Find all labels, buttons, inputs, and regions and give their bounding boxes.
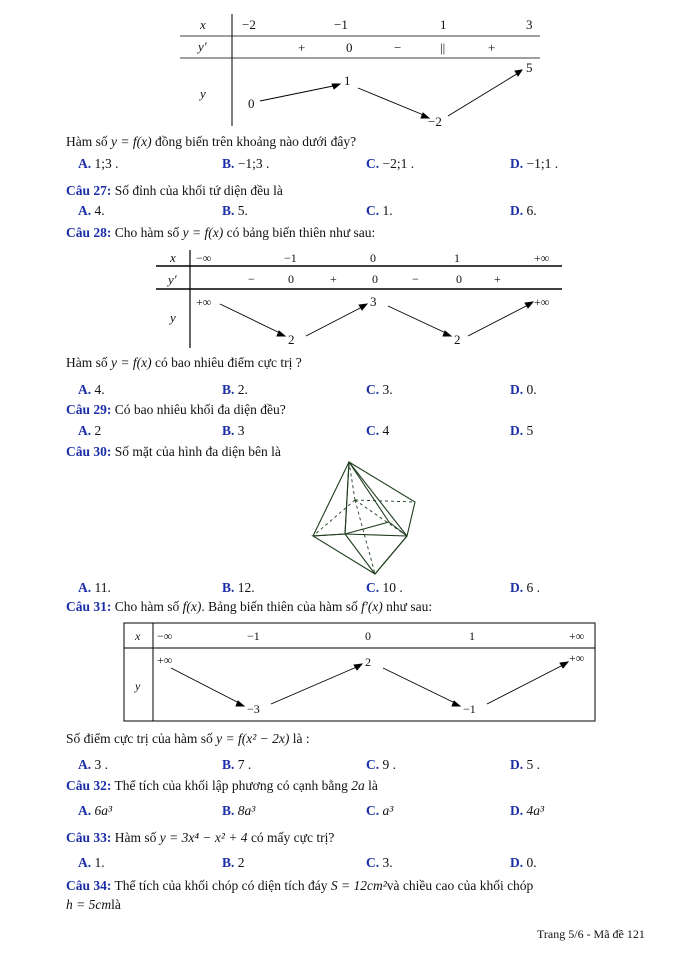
q32-stem: Câu 32: Thể tích của khối lập phương có cạnh bằng 2a là — [66, 778, 378, 793]
variation-table-q31 — [123, 620, 597, 724]
q31-y-label: y — [135, 679, 141, 693]
q27-option-c[interactable]: C. 1. — [366, 203, 393, 218]
q31-option-c[interactable]: C. 9 . — [366, 757, 396, 772]
q27-option-a[interactable]: A. 4. — [78, 203, 105, 218]
q28-option-d[interactable]: D. 0. — [510, 382, 537, 397]
vt1-y-val: −2 — [428, 114, 442, 129]
vt1-y-val: 1 — [344, 73, 351, 88]
q26-option-d[interactable]: D. −1;1 . — [510, 156, 559, 171]
q32-option-a[interactable]: A. 6a³ — [78, 803, 113, 818]
q28-yp-val: + — [330, 272, 337, 286]
q28-stem: Câu 28: Cho hàm số y = f(x) có bảng biến thiên như sau: — [66, 225, 376, 240]
q30-stem: Câu 30: Số mặt của hình đa diện bên là — [66, 444, 281, 459]
q28-x-val: −1 — [284, 251, 297, 265]
q28-y-val: +∞ — [534, 295, 550, 309]
q31-option-a[interactable]: A. 3 . — [78, 757, 108, 772]
vt1-y-val: 5 — [526, 60, 533, 75]
q29-option-c[interactable]: C. 4 — [366, 423, 390, 438]
q28-y-val: +∞ — [196, 295, 212, 309]
q30-option-c[interactable]: C. 10 . — [366, 580, 403, 595]
q27-stem: Câu 27: Số đỉnh của khối tứ diện đều là — [66, 183, 283, 198]
q31-x-val: 1 — [469, 629, 475, 643]
q28-x-val: 0 — [370, 251, 376, 265]
q33-option-b[interactable]: B. 2 — [222, 855, 245, 870]
q28-option-c[interactable]: C. 3. — [366, 382, 393, 397]
q28-yp-val: + — [494, 272, 501, 286]
q31-y-val: −3 — [247, 702, 260, 716]
q28-y-label: y — [170, 310, 176, 325]
q32-option-d[interactable]: D. 4a³ — [510, 803, 545, 818]
q27-option-d[interactable]: D. 6. — [510, 203, 537, 218]
q31-x-val: −∞ — [157, 629, 173, 643]
q28-yp-val: 0 — [372, 272, 378, 286]
q28-yp-val: 0 — [288, 272, 294, 286]
vt1-y-val: 0 — [248, 96, 255, 111]
q28-y-val: 2 — [288, 332, 295, 347]
q32-option-b[interactable]: B. 8a³ — [222, 803, 256, 818]
q28-x-val: −∞ — [196, 251, 212, 265]
vt1-x-val: 1 — [440, 17, 447, 32]
q28-yp-val: 0 — [456, 272, 462, 286]
q34-stem-line2: h = 5cmlà — [66, 897, 121, 912]
q26-stem: Hàm số y = f(x) đồng biến trên khoảng nào dưới đây? — [66, 134, 357, 149]
q28-yp-val: − — [248, 272, 255, 286]
q28-y-val: 3 — [370, 294, 377, 309]
q30-option-b[interactable]: B. 12. — [222, 580, 255, 595]
vt1-x-val: −2 — [242, 17, 256, 32]
q28-y-val: 2 — [454, 332, 461, 347]
polyhedron-figure — [305, 458, 430, 578]
vt1-yp-val: − — [394, 40, 402, 55]
q31-y-val: 2 — [365, 655, 371, 669]
q33-option-c[interactable]: C. 3. — [366, 855, 393, 870]
q28-option-a[interactable]: A. 4. — [78, 382, 105, 397]
vt1-yp-val: 0 — [346, 40, 353, 55]
q28-x-val: +∞ — [534, 251, 550, 265]
q34-stem: Câu 34: Thể tích của khối chóp có diện tích đáy S = 12cm²và chiều cao của khối chóp — [66, 878, 534, 893]
q28-option-b[interactable]: B. 2. — [222, 382, 248, 397]
vt1-yp-val: + — [488, 40, 496, 55]
q28-yp-val: − — [412, 272, 419, 286]
q28-yp-label: y′ — [168, 272, 177, 287]
q28-x-label: x — [170, 250, 176, 265]
vt1-x-label: x — [200, 17, 206, 32]
q31-x-label: x — [135, 629, 141, 643]
q31-y-val: −1 — [463, 702, 476, 716]
q31-y-val: +∞ — [157, 653, 173, 667]
variation-table-q28 — [156, 248, 566, 350]
vt1-yp-val: || — [440, 40, 446, 55]
q26-option-a[interactable]: A. 1;3 . — [78, 156, 119, 171]
page-footer: Trang 5/6 - Mã đề 121 — [537, 927, 645, 941]
vt1-x-val: 3 — [526, 17, 533, 32]
q31-option-b[interactable]: B. 7 . — [222, 757, 252, 772]
vt1-y-label: y — [200, 86, 206, 101]
q29-option-d[interactable]: D. 5 — [510, 423, 534, 438]
variation-table-1 — [178, 8, 544, 130]
q31-x-val: −1 — [247, 629, 260, 643]
q33-option-a[interactable]: A. 1. — [78, 855, 105, 870]
q30-option-a[interactable]: A. 11. — [78, 580, 111, 595]
vt1-yp-label: y′ — [198, 39, 207, 54]
q31-stem: Câu 31: Cho hàm số f(x). Bảng biến thiên của hàm số f′(x) như sau: — [66, 599, 433, 614]
q27-option-b[interactable]: B. 5. — [222, 203, 248, 218]
q33-stem: Câu 33: Hàm số y = 3x⁴ − x² + 4 có mấy cực trị? — [66, 830, 335, 845]
q31-x-val: +∞ — [569, 629, 585, 643]
q31-after: Số điểm cực trị của hàm số y = f(x² − 2x) là : — [66, 731, 310, 746]
q33-option-d[interactable]: D. 0. — [510, 855, 537, 870]
q28-after: Hàm số y = f(x) có bao nhiêu điểm cực trị ? — [66, 355, 302, 370]
q31-x-val: 0 — [365, 629, 371, 643]
q29-stem: Câu 29: Có bao nhiêu khối đa diện đều? — [66, 402, 286, 417]
vt1-yp-val: + — [298, 40, 306, 55]
vt1-x-val: −1 — [334, 17, 348, 32]
q26-option-b[interactable]: B. −1;3 . — [222, 156, 270, 171]
q32-option-c[interactable]: C. a³ — [366, 803, 394, 818]
q31-y-val: +∞ — [569, 651, 585, 665]
q29-option-b[interactable]: B. 3 — [222, 423, 245, 438]
q31-option-d[interactable]: D. 5 . — [510, 757, 540, 772]
q29-option-a[interactable]: A. 2 — [78, 423, 102, 438]
q26-option-c[interactable]: C. −2;1 . — [366, 156, 415, 171]
q28-x-val: 1 — [454, 251, 460, 265]
q30-option-d[interactable]: D. 6 . — [510, 580, 540, 595]
